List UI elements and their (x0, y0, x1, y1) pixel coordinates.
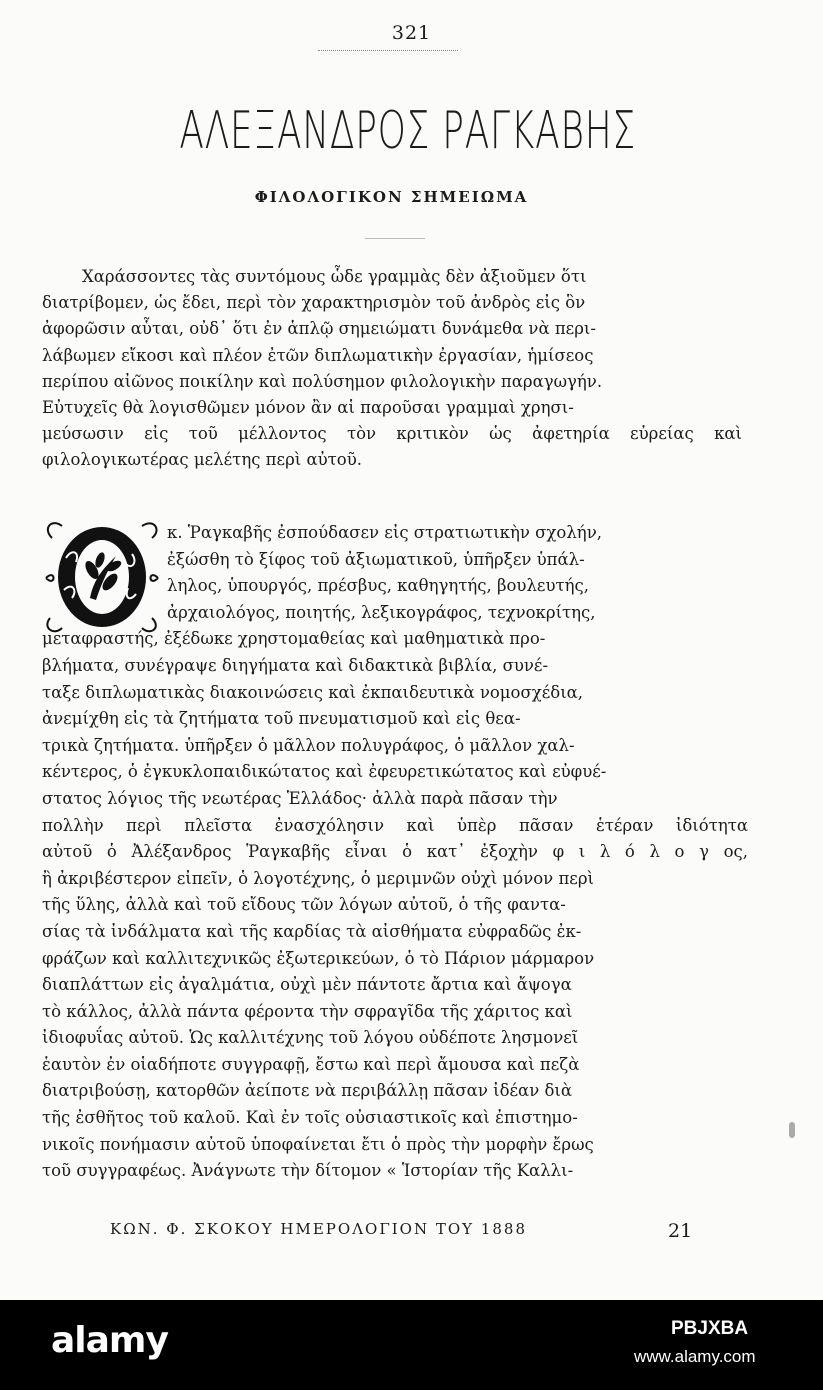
body-line: σίας τὰ ἰνδάλματα καὶ τῆς καρδίας τὰ αἰσθήματα εὐφραδῶς ἐκ- (42, 921, 582, 941)
body-line: κ. Ῥαγκαβῆς ἐσπούδασεν εἰς στρατιωτικὴν σχολήν, (167, 523, 602, 542)
body-line: στατος λόγιος τῆς νεωτέρας Ἑλλάδος· ἀλλὰ παρὰ πᾶσαν τὴν (42, 788, 558, 808)
intro-line: Εὐτυχεῖς θὰ λογισθῶμεν μόνον ἂν αἱ παροῦσαι γραμμαὶ χρησι- (42, 398, 574, 418)
page-title: ΑΛΕΞΑΝΔΡΟΣ ΡΑΓΚΑΒΗΣ (179, 100, 636, 161)
intro-line: διατρίβομεν, ὡς ἔδει, περὶ τὸν χαρακτηρισμὸν τοῦ ἀνδρὸς εἰς ὃν (42, 293, 586, 313)
body-line: τῆς ἐσθῆτος τοῦ καλοῦ. Καὶ ἐν τοῖς οὐσιαστικοῖς καὶ ἐπιστημο- (42, 1108, 578, 1128)
body-line: τοῦ συγγραφέως. Ἀνάγνωτε τὴν δίτομον « Ἱστορίαν τῆς Καλλι- (42, 1161, 574, 1181)
body-line: βλήματα, συνέγραψε διηγήματα καὶ διδακτικὰ βιβλία, συνέ- (42, 655, 549, 675)
body-line: νικοῖς πονήμασιν αὐτοῦ ὑποφαίνεται ἔτι ὁ πρὸς τὴν μορφὴν ἔρως (42, 1134, 594, 1154)
body-line: τρικὰ ζητήματα. ὑπῆρξεν ὁ μᾶλλον πολυγράφος, ὁ μᾶλλον χαλ- (42, 735, 575, 755)
page-subtitle: ΦΙΛΟΛΟΓΙΚΟΝ ΣΗΜΕΙΩΜΑ (254, 188, 529, 206)
body-line: κέντερος, ὁ ἐγκυκλοπαιδικώτατος καὶ ἐφευρετικώτατος καὶ εὐφυέ- (42, 762, 607, 782)
body-line: φράζων καὶ καλλιτεχνικῶς ἐξωτερικεύων, ὁ τὸ Πάριον μάρμαρον (42, 948, 595, 968)
intro-line: λάβωμεν εἴκοσι καὶ πλέον ἐτῶν διπλωματικὴν ἐργασίαν, ἡμίσεος (42, 345, 594, 365)
body-line: ἐξώσθη τὸ ξίφος τοῦ ἀξιωματικοῦ, ὑπῆρξεν ὑπάλ- (167, 549, 585, 569)
body-line: ἢ ἀκριβέστερον εἰπεῖν, ὁ λογοτέχνης, ὁ μεριμνῶν οὐχὶ μόνον περὶ (42, 868, 595, 888)
body-line: ταξε διπλωματικὰς διακοινώσεις καὶ ἐκπαιδευτικὰ νομοσχέδια, (42, 682, 584, 702)
page-number: 321 (391, 22, 432, 44)
body-line: διαπλάττων εἰς ἀγαλμάτια, οὐχὶ μὲν πάντοτε ἄρτια καὶ ἄψογα (42, 975, 572, 995)
body-paragraph (42, 520, 748, 1185)
body-line: ἀνεμίχθη εἰς τὰ ζητήματα τοῦ πνευματισμοῦ καὶ εἰς θεα- (42, 709, 521, 729)
top-rule (318, 50, 458, 51)
intro-line: μεύσωσιν εἰς τοῦ μέλλοντος τὸν κριτικὸν ὡς ἀφετηρία εὐρείας καὶ (42, 424, 743, 444)
body-line: ἑαυτὸν ἐν οἱαδήποτε συγγραφῇ, ἔστω καὶ περὶ ἄμουσα καὶ πεζὰ (42, 1054, 580, 1074)
body-line: ἀρχαιολόγος, ποιητής, λεξικογράφος, τεχνοκρίτης, (167, 602, 596, 622)
body-line: αὐτοῦ ὁ Ἀλέξανδρος Ῥαγκαβῆς εἶναι ὁ κατ᾽ ἐξοχὴν φ ι λ ό λ ο γ ος, (42, 842, 749, 862)
body-line: τὸ κάλλος, ἀλλὰ πάντα φέροντα τὴν σφραγῖδα τῆς χάριτος καὶ (42, 1001, 573, 1021)
watermark-bar (0, 1300, 823, 1390)
body-line: πολλὴν περὶ πλεῖστα ἐνασχόλησιν καὶ ὑπὲρ πᾶσαν ἑτέραν ἰδιότητα (42, 815, 748, 835)
intro-line: ἀφορῶσιν αὗται, οὐδ᾽ ὅτι ἐν ἁπλῷ σημειώματι δυνάμεθα νὰ περι- (42, 319, 596, 339)
body-line: μεταφραστής, ἐξέδωκε χρηστομαθείας καὶ μαθηματικὰ προ- (42, 629, 546, 649)
body-line: διατριβούσῃ, κατορθῶν ἀείποτε νὰ περιβάλλῃ πᾶσαν ἰδέαν διὰ (42, 1081, 573, 1101)
watermark-logo: alamy (51, 1320, 168, 1361)
separator-rule (365, 238, 425, 239)
footer-source: ΚΩΝ. Φ. ΣΚΟΚΟΥ ΗΜΕΡΟΛΟΓΙΟΝ ΤΟΥ 1888 (110, 1220, 527, 1238)
body-line: ληλος, ὑπουργός, πρέσβυς, καθηγητής, βουλευτής, (167, 576, 589, 596)
intro-paragraph (42, 264, 742, 474)
intro-line: φιλολογικωτέρας μελέτης περὶ αὐτοῦ. (42, 450, 363, 470)
body-line: ἰδιοφυΐας αὐτοῦ. Ὡς καλλιτέχνης τοῦ λόγου οὐδέποτε λησμονεῖ (42, 1028, 579, 1048)
footer-signature-number: 21 (668, 1220, 693, 1242)
intro-line: περίπου αἰῶνος ποικίλην καὶ πολύσημον φιλολογικὴν παραγωγήν. (42, 371, 603, 391)
watermark-image-id: PBJXBA (671, 1318, 749, 1339)
watermark-url: www.alamy.com (634, 1347, 756, 1366)
body-line: τῆς ὕλης, ἀλλὰ καὶ τοῦ εἴδους τῶν λόγων αὐτοῦ, ὁ τῆς φαντα- (42, 895, 566, 915)
intro-line: Χαράσσοντες τὰς συντόμους ὧδε γραμμὰς δὲν ἀξιοῦμεν ὅτι (82, 267, 587, 286)
paper-speck (789, 1122, 795, 1138)
